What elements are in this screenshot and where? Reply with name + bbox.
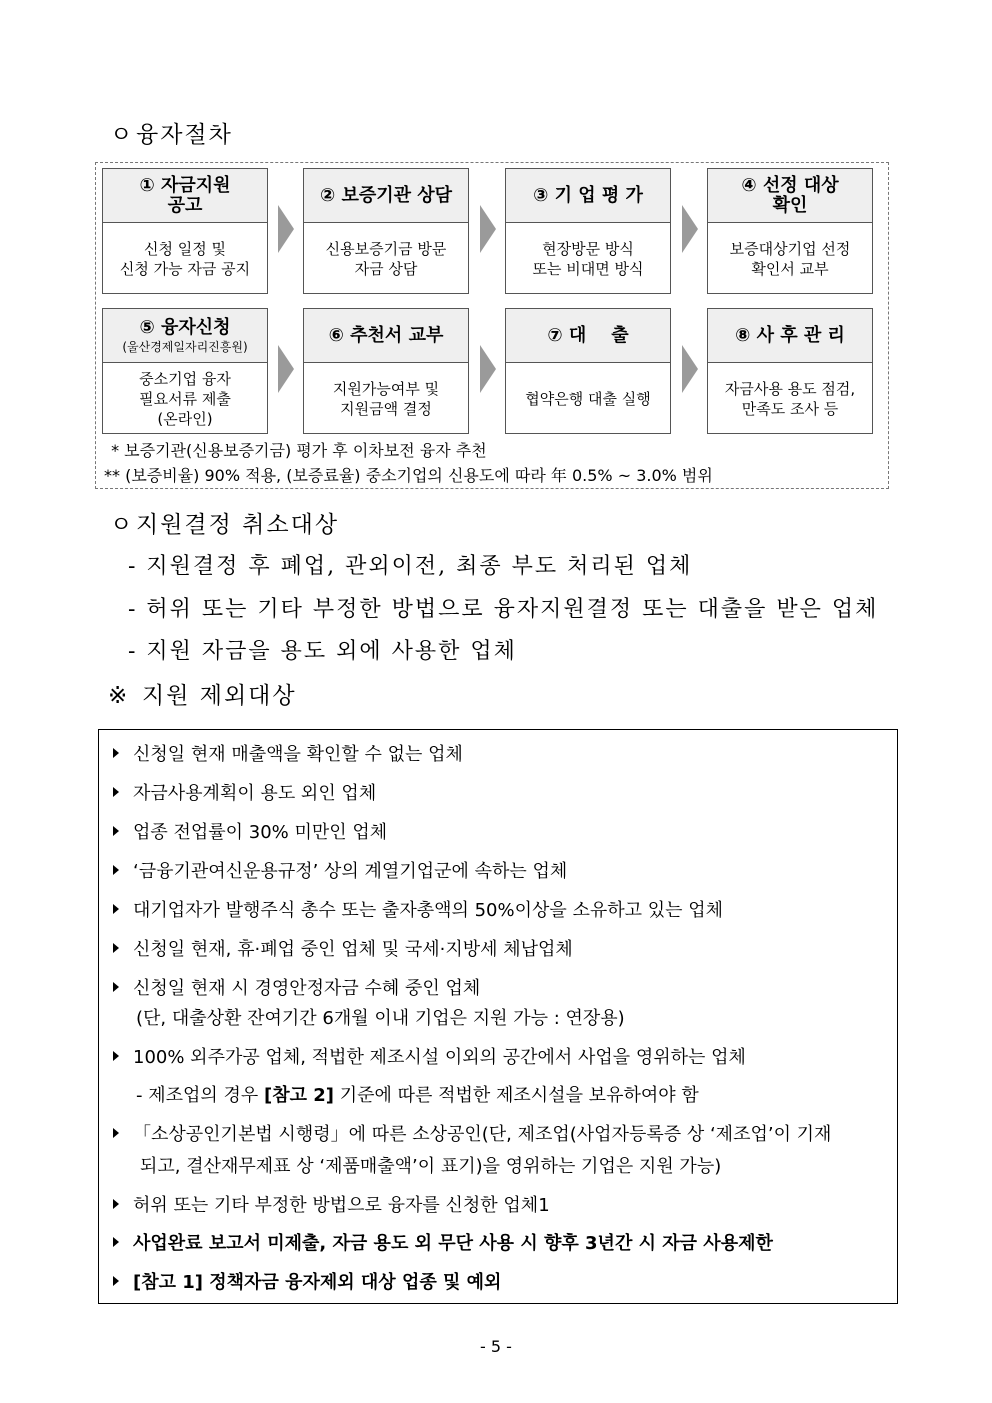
step-title: ① 자금지원 공고 bbox=[103, 169, 267, 223]
triangle-bullet-icon bbox=[113, 982, 119, 992]
step-title: ③ 기 업 평 가 bbox=[506, 169, 670, 223]
section-title-text: 지원결정 취소대상 bbox=[136, 512, 340, 538]
exclusion-item bbox=[113, 779, 376, 805]
step-title: ⑥ 추천서 교부 bbox=[304, 309, 468, 363]
step-3 bbox=[505, 168, 671, 294]
triangle-bullet-icon bbox=[113, 1237, 119, 1247]
exclusion-text: 신청일 현재 매출액을 확인할 수 없는 업체 bbox=[133, 744, 463, 765]
exclusion-item bbox=[113, 1268, 501, 1294]
procedure-note-2: ** (보증비율) 90% 적용, (보증료율) 중소기업의 신용도에 따라 年 0.5% ~ 3.0% 범위 bbox=[104, 466, 713, 485]
step-title-block bbox=[103, 309, 267, 363]
exclusion-text: 100% 외주가공 업체, 적법한 제조시설 이외의 공간에서 사업을 영위하는 업체 bbox=[133, 1047, 746, 1068]
step-desc: 협약은행 대출 실행 bbox=[525, 390, 651, 408]
step-title: ② 보증기관 상담 bbox=[304, 169, 468, 223]
triangle-bullet-icon bbox=[113, 1199, 119, 1209]
triangle-bullet-icon bbox=[113, 943, 119, 953]
reference-mark-icon: ※ bbox=[108, 683, 130, 709]
triangle-bullet-icon bbox=[113, 1051, 119, 1061]
step-5 bbox=[102, 308, 268, 434]
step-desc: 신용보증기금 방문 자금 상담 bbox=[325, 240, 447, 278]
exclusion-item-continuation: (단, 대출상환 잔여기간 6개월 이내 기업은 지원 가능 : 연장용) bbox=[136, 1008, 625, 1029]
arrow-right-icon bbox=[278, 205, 294, 253]
step-6 bbox=[303, 308, 469, 434]
section-title-exclusion bbox=[108, 677, 297, 710]
arrow-right-icon bbox=[480, 345, 496, 393]
cancellation-item: - 지원 자금을 용도 외에 사용한 업체 bbox=[128, 639, 517, 664]
arrow-right-icon bbox=[278, 345, 294, 393]
step-desc: 자금사용 용도 점검, 만족도 조사 등 bbox=[724, 380, 856, 418]
arrow-right-icon bbox=[682, 205, 698, 253]
page-number: - 5 - bbox=[480, 1337, 512, 1356]
step-2 bbox=[303, 168, 469, 294]
triangle-bullet-icon bbox=[113, 787, 119, 797]
exclusion-item bbox=[113, 974, 480, 1000]
exclusion-text: 「소상공인기본법 시행령」에 따른 소상공인(단, 제조업(사업자등록증 상 ‘제조업’이 기재 bbox=[133, 1124, 832, 1145]
exclusion-item bbox=[113, 1229, 773, 1255]
step-desc: 지원가능여부 및 지원금액 결정 bbox=[332, 380, 440, 418]
triangle-bullet-icon bbox=[113, 748, 119, 758]
triangle-bullet-icon bbox=[113, 1276, 119, 1286]
triangle-bullet-icon bbox=[113, 865, 119, 875]
exclusion-text: ‘금융기관여신운용규정’ 상의 계열기업군에 속하는 업체 bbox=[133, 861, 568, 882]
exclusion-item bbox=[113, 857, 567, 883]
triangle-bullet-icon bbox=[113, 904, 119, 914]
step-4 bbox=[707, 168, 873, 294]
exclusion-text: 대기업자가 발행주식 총수 또는 출자총액의 50%이상을 소유하고 있는 업체 bbox=[133, 900, 724, 921]
step-title: ⑦ 대 출 bbox=[506, 309, 670, 363]
circle-bullet-icon: ㅇ bbox=[110, 512, 135, 538]
section-title-cancellation bbox=[110, 506, 339, 539]
arrow-right-icon bbox=[480, 205, 496, 253]
sub-item-text: - 제조업의 경우 bbox=[136, 1085, 264, 1106]
exclusion-item bbox=[113, 1191, 550, 1217]
exclusion-item bbox=[113, 1043, 746, 1069]
exclusion-item bbox=[113, 740, 463, 766]
sub-item-text: 기준에 따른 적법한 제조시설을 보유하여야 함 bbox=[334, 1085, 699, 1106]
exclusion-item bbox=[113, 896, 723, 922]
section-title-text: 지원 제외대상 bbox=[142, 683, 297, 709]
step-title: ⑧ 사 후 관 리 bbox=[708, 309, 872, 363]
reference-2-label: [참고 2] bbox=[264, 1085, 335, 1106]
exclusion-text: 자금사용계획이 용도 외인 업체 bbox=[133, 783, 377, 804]
cancellation-item: - 지원결정 후 폐업, 관외이전, 최종 부도 처리된 업체 bbox=[128, 554, 693, 579]
step-desc: 중소기업 융자 필요서류 제출 (온라인) bbox=[139, 370, 231, 428]
step-title: ⑤ 융자신청 bbox=[139, 316, 231, 338]
step-title: ④ 선정 대상 확인 bbox=[708, 169, 872, 223]
procedure-note-1: * 보증기관(신용보증기금) 평가 후 이차보전 융자 추천 bbox=[106, 441, 487, 460]
step-subtitle: (울산경제일자리진흥원) bbox=[122, 339, 248, 354]
exclusion-sub-item bbox=[136, 1081, 699, 1107]
cancellation-item: - 허위 또는 기타 부정한 방법으로 융자지원결정 또는 대출을 받은 업체 bbox=[128, 597, 879, 622]
exclusion-item-continuation: 되고, 결산재무제표 상 ‘제품매출액’이 표기)을 영위하는 기업은 지원 가능) bbox=[140, 1156, 722, 1177]
arrow-right-icon bbox=[682, 345, 698, 393]
exclusion-box bbox=[98, 729, 898, 1304]
exclusion-text: 사업완료 보고서 미제출, 자금 용도 외 무단 사용 시 향후 3년간 시 자금 사용제한 bbox=[133, 1233, 773, 1254]
section-title-loan-procedure bbox=[110, 116, 233, 149]
exclusion-item bbox=[113, 1120, 831, 1146]
triangle-bullet-icon bbox=[113, 1128, 119, 1138]
exclusion-text: 허위 또는 기타 부정한 방법으로 융자를 신청한 업체1 bbox=[133, 1195, 550, 1216]
exclusion-text: 업종 전업률이 30% 미만인 업체 bbox=[133, 822, 388, 843]
step-desc: 보증대상기업 선정 확인서 교부 bbox=[729, 240, 851, 278]
exclusion-item bbox=[113, 935, 573, 961]
step-8 bbox=[707, 308, 873, 434]
section-title-text: 융자절차 bbox=[136, 122, 233, 148]
exclusion-item bbox=[113, 818, 387, 844]
step-7 bbox=[505, 308, 671, 434]
circle-bullet-icon: ㅇ bbox=[110, 122, 135, 148]
step-desc: 신청 일정 및 신청 가능 자금 공지 bbox=[119, 240, 251, 278]
exclusion-text: [참고 1] 정책자금 융자제외 대상 업종 및 예외 bbox=[133, 1272, 502, 1293]
exclusion-text: 신청일 현재 시 경영안정자금 수혜 중인 업체 bbox=[133, 978, 481, 999]
step-1 bbox=[102, 168, 268, 294]
step-desc: 현장방문 방식 또는 비대면 방식 bbox=[532, 240, 644, 278]
triangle-bullet-icon bbox=[113, 826, 119, 836]
exclusion-text: 신청일 현재, 휴·폐업 중인 업체 및 국세·지방세 체납업체 bbox=[133, 939, 573, 960]
